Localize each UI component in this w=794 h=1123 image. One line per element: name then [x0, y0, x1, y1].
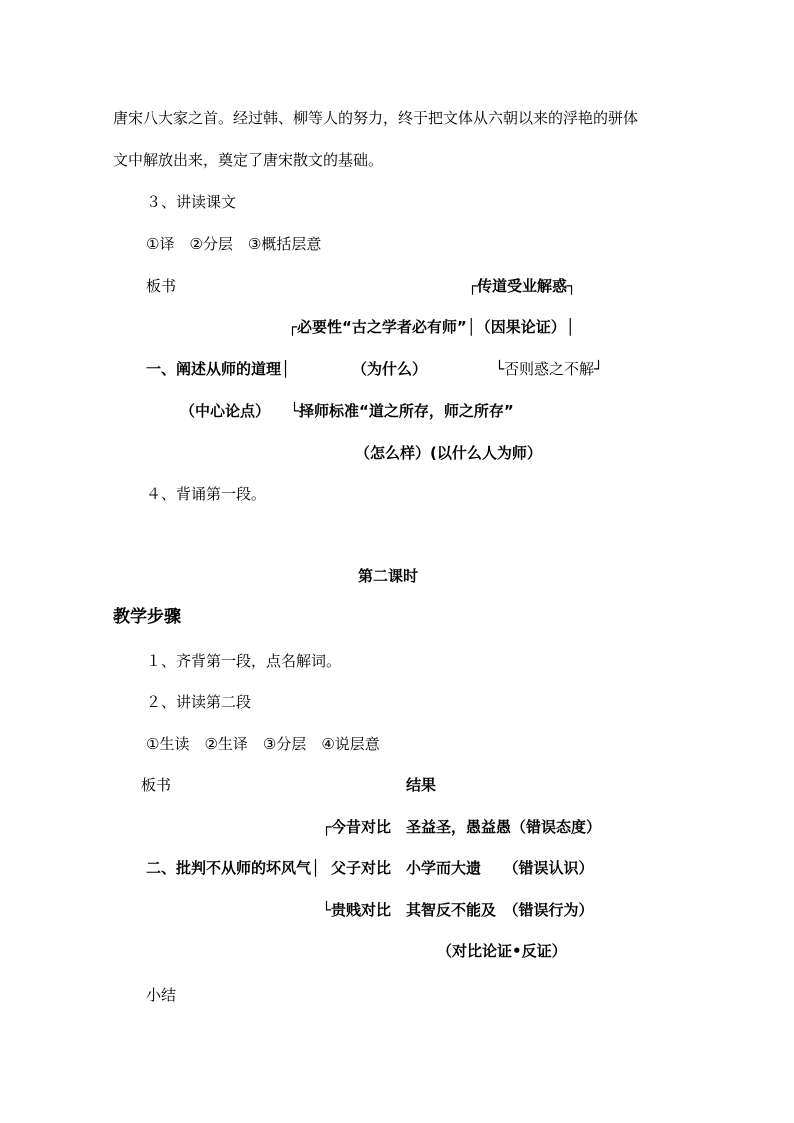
- step-2-text: ２、讲读第二段: [146, 693, 252, 711]
- board2-row-3-main: 二、批判不从师的坏风气│: [146, 859, 321, 877]
- steps-heading: 教学步骤: [113, 607, 181, 627]
- summary-label: 小结: [146, 986, 177, 1004]
- board-row-4-standard: └择师标准“道之所存，师之所存”: [290, 402, 514, 420]
- board-row-5: （怎么样）(以什么人为师）: [355, 444, 542, 462]
- board-row-1: ┌传道受业解惑┐: [468, 277, 577, 295]
- board-row-2: ┌必要性“古之学者必有师”│（因果论证）│: [288, 318, 575, 336]
- board2-row-2: ┌今昔对比 圣益圣，愚益愚（错误态度）: [322, 818, 602, 836]
- paragraph-line-2: 文中解放出来，奠定了唐宋散文的基础。: [113, 151, 384, 169]
- board2-row-4: └贵贱对比 其智反不能及 （错误行为）: [322, 901, 594, 919]
- board-row-3-why: （为什么）: [352, 360, 428, 378]
- board-row-4-thesis: （中心论点）: [180, 402, 271, 420]
- board2-row-5: （对比论证•反证）: [437, 942, 567, 960]
- paragraph-line-1: 唐宋八大家之首。经过韩、柳等人的努力，终于把文体从六朝以来的浮艳的骈体: [113, 109, 639, 127]
- board2-row-1: 结果: [406, 776, 437, 794]
- board2-label: 板书: [141, 776, 172, 794]
- step-2-substeps: ①生读 ②生译 ③分层 ④说层意: [146, 735, 380, 753]
- step-1-text: １、齐背第一段，点名解词。: [146, 652, 342, 670]
- board-row-3-else: └否则惑之不解┘: [495, 360, 604, 378]
- board-row-3-main: 一、阐述从师的道理│: [146, 360, 291, 378]
- board2-row-3-detail: 父子对比 小学而大遗 （错误认识）: [331, 859, 594, 877]
- step-4-text: ４、背诵第一段。: [146, 485, 267, 503]
- step-3-substeps: ①译 ②分层 ③概括层意: [146, 235, 322, 253]
- step-3-heading: ３、讲读课文: [146, 193, 237, 211]
- section-title: 第二课时: [358, 567, 419, 585]
- board-label: 板书: [146, 277, 177, 295]
